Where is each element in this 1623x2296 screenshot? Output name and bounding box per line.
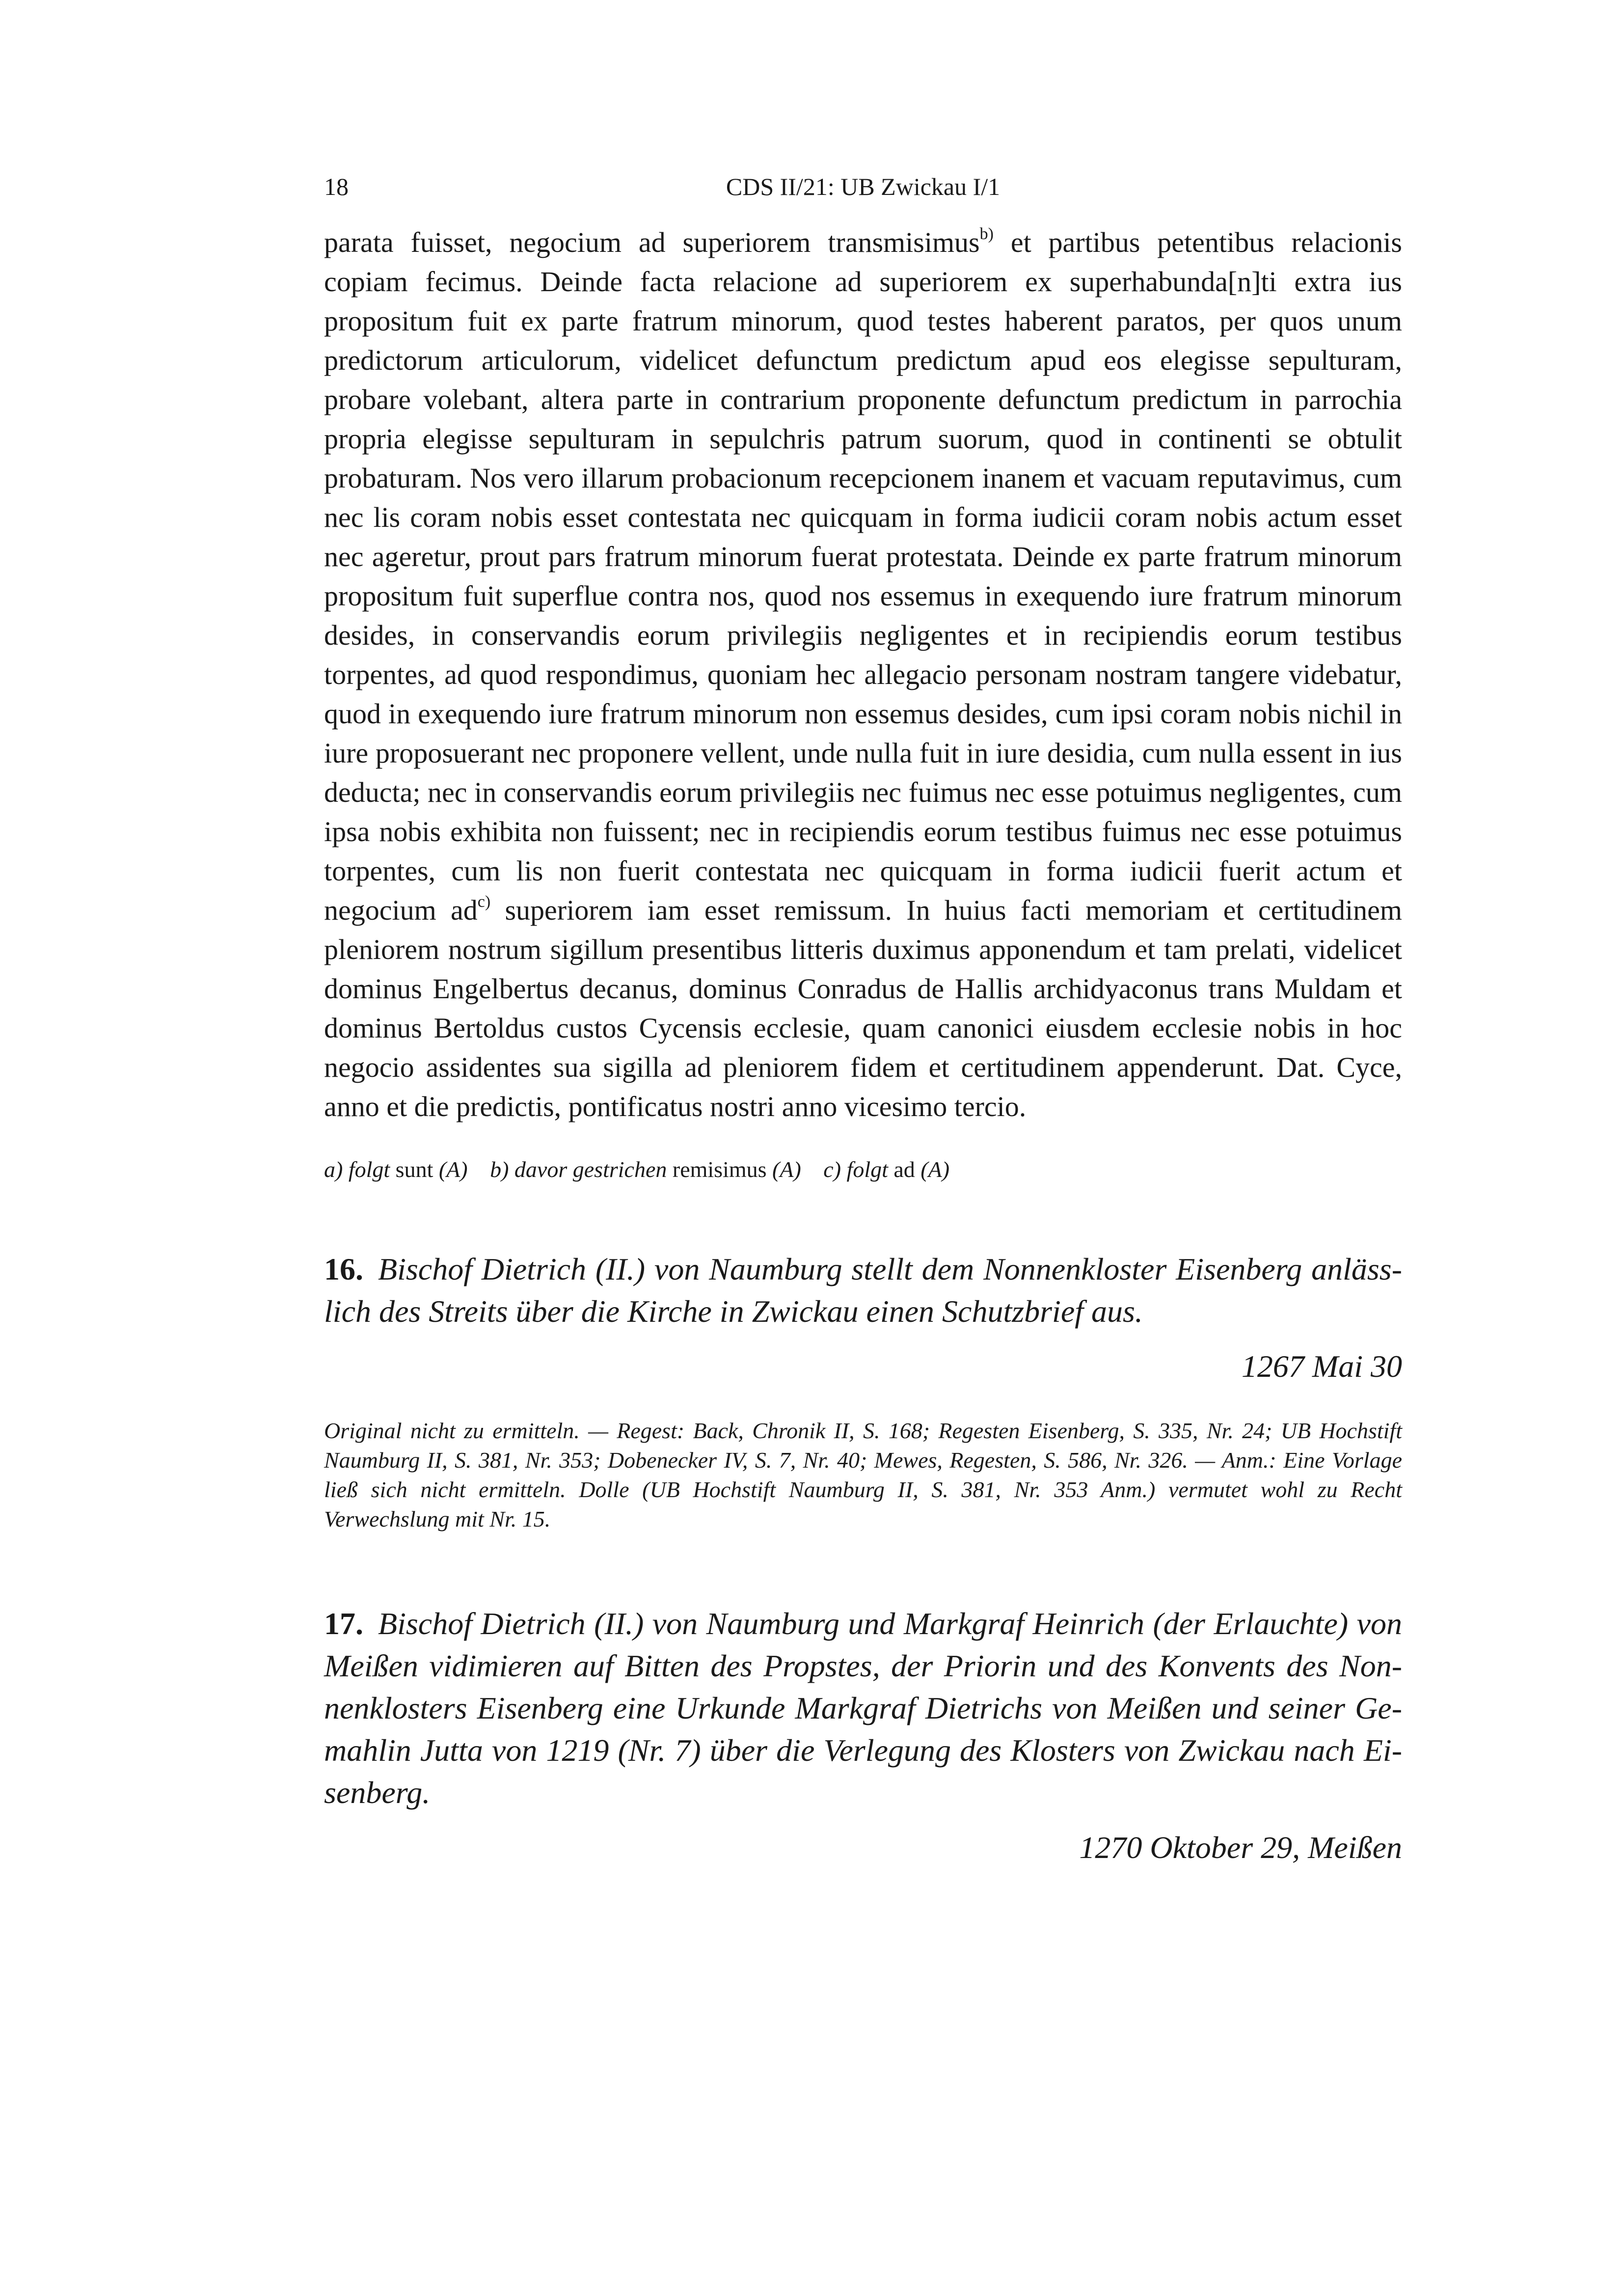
footnote-marker-c: c): [477, 893, 491, 911]
entry-16-number: 16.: [324, 1252, 363, 1286]
entry-17-heading: [324, 1603, 1402, 1814]
entry-17-number: 17.: [324, 1606, 363, 1641]
entry-16-heading: [324, 1248, 1402, 1333]
entry-16-date: 1267 Mai 30: [1241, 1349, 1402, 1384]
entry-16-note: Original nicht zu ermitteln. — Regest: Back, Chronik II, S. 168; Regesten Eisenberg, S. 335, Nr. 24; UB Hochstift Naumburg II, S. 381, Nr. 353; Dobenecker IV, S. 7, Nr. 40; Mewes, Regesten, S. 586, Nr. 326. — Anm.: Eine Vorlage ließ sich nicht ermitteln. Dolle (UB Hochstift Naumburg II, S. 381, Nr. 353 Anm.) vermutet wohl zu Recht Verwechslung mit Nr. 15.: [324, 1418, 1402, 1531]
charter-text-part-3: superiorem iam esset remissum. In huius facti memoriam et certitudinem pleniorem nostrum sigillum presentibus litteris duximus apponendum et tam prelati, videlicet dominus Engelbertus decanus, dominus Conradus de Hallis archidyaconus trans Muldam et dominus Bertoldus custos Cycensis ecclesie, quam canonici eiusdem ecclesie nobis in hoc negocio assidentes sua sigilla ad pleniorem fidem et certitudinem appenderunt. Dat. Cyce, anno et die predictis, pontificatus nostri anno vicesimo tercio.: [324, 894, 1402, 1122]
running-title: CDS II/21: UB Zwickau I/1: [726, 173, 1001, 200]
page-number: 18: [324, 173, 349, 200]
footnote-marker-b: b): [979, 225, 994, 243]
entry-17: [324, 1603, 1402, 1869]
charter-text: [324, 223, 1402, 1126]
entry-17-title: Bischof Dietrich (II.) von Naumburg und Markgraf Heinrich (der Erlauchte) von Meißen vidimieren auf Bitten des Propstes, der Priorin und des Konvents des Nonnenklosters Eisenberg eine Urkunde Markgraf Dietrichs von Meißen und seiner Gemahlin Jutta von 1219 (Nr. 7) über die Verlegung des Klosters von Zwickau nach Eisenberg.: [324, 1606, 1402, 1810]
text-footnotes: [324, 1155, 1402, 1184]
entry-17-date: 1270 Oktober 29, Meißen: [1079, 1830, 1402, 1865]
footnote-b: b) davor gestrichen remisimus (A): [490, 1157, 801, 1182]
charter-text-part-1: parata fuisset, negocium ad superiorem transmisimus: [324, 226, 980, 258]
document-page: [324, 167, 1402, 1869]
entry-16: [324, 1248, 1402, 1534]
entry-16-title: Bischof Dietrich (II.) von Naumburg stellt dem Nonnenkloster Eisenberg anlässlich des Streits über die Kirche in Zwickau einen Schutzbrief aus.: [324, 1252, 1402, 1329]
running-head: [324, 167, 1402, 206]
footnote-a: a) folgt sunt (A): [324, 1157, 468, 1182]
footnote-c: c) folgt ad (A): [823, 1157, 950, 1182]
charter-text-part-2: et partibus petentibus relacionis copiam fecimus. Deinde facta relacione ad superiorem ex superhabunda[n]ti extra ius propositum fuit ex parte fratrum minorum, quod testes haberent paratos, per quos unum predictorum articulorum, videlicet defunctum predictum apud eos elegisse sepulturam, probare volebant, altera parte in contrarium proponente defunctum predictum in parrochia propria elegisse sepulturam in sepulchris patrum suorum, quod in continenti se obtulit probaturam. Nos vero illarum probacionum recepcionem inanem et vacuam reputavimus, cum nec lis coram nobis esset contestata nec quicquam in forma iudicii coram nobis actum esset nec ageretur, prout pars fratrum minorum fuerat protestata. Deinde ex parte fratrum minorum propositum fuit superflue contra nos, quod nos essemus in exequendo iure fratrum minorum desides, in conservandis eorum privilegiis negligentes et in recipiendis eorum testibus torpentes, ad quod respondimus, quoniam hec allegacio personam nostram tangere videbatur, quod in exequendo iure fratrum minorum non essemus desides, cum ipsi coram nobis nichil in iure proposuerant nec proponere vellent, unde nulla fuit in iure desidia, cum nulla essent in ius deducta; nec in conservandis eorum privilegiis nec fuimus nec esse potuimus negligentes, cum ipsa nobis exhibita non fuissent; nec in recipiendis eorum testibus fuimus nec esse potuimus torpentes, cum lis non fuerit contestata nec quicquam in forma iudicii fuerit actum et negocium ad: [324, 226, 1403, 926]
